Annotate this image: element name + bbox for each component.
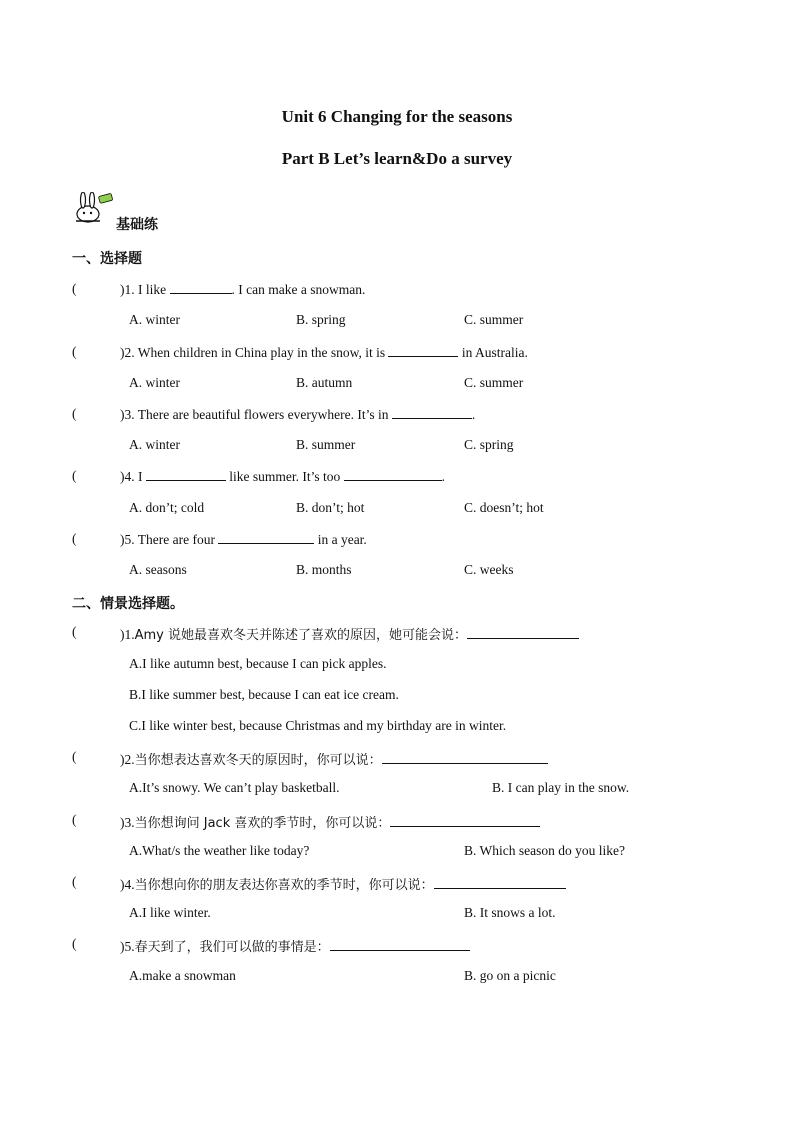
answer-blank[interactable] bbox=[382, 751, 548, 764]
question-text-part: . bbox=[441, 469, 445, 484]
question-number: )5. bbox=[120, 939, 135, 954]
question-text-part: like summer. It’s too bbox=[225, 469, 344, 484]
question-text-part: )3. There are beautiful flowers everywhere. It’s in bbox=[120, 407, 392, 422]
answer-blank[interactable] bbox=[170, 281, 232, 294]
option-b: B. months bbox=[296, 562, 352, 577]
question-text-part: . I can make a snowman. bbox=[231, 282, 366, 297]
option-a: A. seasons bbox=[129, 562, 187, 577]
answer-paren: ( bbox=[72, 874, 77, 889]
answer-blank[interactable] bbox=[390, 814, 540, 827]
question-text bbox=[120, 406, 475, 423]
worksheet-subtitle: Part B Let’s learn&Do a survey bbox=[281, 149, 513, 168]
question-text-part: . bbox=[471, 407, 476, 422]
question-text-part: )1. I like bbox=[120, 282, 170, 297]
option-c: C. summer bbox=[464, 312, 524, 327]
answer-paren: ( bbox=[72, 468, 77, 483]
question-text bbox=[120, 468, 445, 485]
option-c: C.I like winter best, because Christmas and my birthday are in winter. bbox=[129, 718, 507, 733]
question-prompt: Amy 说她最喜欢冬天并陈述了喜欢的原因，她可能会说： bbox=[134, 628, 468, 643]
bunny-icon bbox=[74, 192, 114, 224]
option-c: C. doesn’t; hot bbox=[464, 500, 544, 515]
option-b: B. summer bbox=[296, 437, 356, 452]
answer-paren: ( bbox=[72, 624, 77, 639]
option-a: A.I like autumn best, because I can pick apples. bbox=[129, 656, 387, 671]
option-a: A.I like winter. bbox=[129, 905, 211, 920]
option-c: C. weeks bbox=[464, 562, 514, 577]
answer-blank[interactable] bbox=[146, 468, 226, 481]
question-text-part: )2. When children in China play in the snow, it is bbox=[120, 345, 389, 360]
question-prompt: 春天到了，我们可以做的事情是： bbox=[134, 940, 330, 955]
option-a: A.It’s snowy. We can’t play basketball. bbox=[129, 780, 340, 795]
section-heading: 二、情景选择题。 bbox=[72, 596, 184, 612]
answer-paren: ( bbox=[72, 749, 77, 764]
question-text bbox=[120, 531, 367, 548]
question-text-part: in Australia. bbox=[458, 345, 528, 360]
option-b: B. don’t; hot bbox=[296, 500, 365, 515]
question-text-part: )5. There are four bbox=[120, 532, 219, 547]
question-number: )3. bbox=[120, 815, 135, 830]
answer-paren: ( bbox=[72, 406, 77, 421]
answer-blank[interactable] bbox=[392, 406, 472, 419]
option-c: C. spring bbox=[464, 437, 514, 452]
option-b: B. Which season do you like? bbox=[464, 843, 625, 858]
question-text bbox=[120, 344, 528, 361]
question-number: )2. bbox=[120, 752, 135, 767]
badge-label: 基础练 bbox=[116, 217, 158, 233]
answer-paren: ( bbox=[72, 281, 77, 296]
answer-blank[interactable] bbox=[218, 531, 314, 544]
answer-blank[interactable] bbox=[467, 626, 579, 639]
question-text-part: in a year. bbox=[314, 532, 367, 547]
option-b: B. spring bbox=[296, 312, 346, 327]
question-text bbox=[120, 624, 579, 643]
answer-blank[interactable] bbox=[330, 938, 470, 951]
option-b: B.I like summer best, because I can eat ice cream. bbox=[129, 687, 399, 702]
question-text bbox=[120, 936, 470, 955]
question-text-part: )4. I bbox=[120, 469, 146, 484]
option-a: A. don’t; cold bbox=[129, 500, 205, 515]
question-text bbox=[120, 874, 566, 893]
answer-blank[interactable] bbox=[344, 468, 442, 481]
question-text bbox=[120, 749, 548, 768]
option-b: B. It snows a lot. bbox=[464, 905, 556, 920]
option-a: A. winter bbox=[129, 437, 180, 452]
question-prompt: 当你想表达喜欢冬天的原因时，你可以说： bbox=[134, 753, 382, 768]
question-prompt: 当你想询问 Jack 喜欢的季节时，你可以说： bbox=[134, 816, 391, 831]
answer-paren: ( bbox=[72, 812, 77, 827]
option-a: A.make a snowman bbox=[129, 968, 236, 983]
option-a: A. winter bbox=[129, 312, 180, 327]
option-b: B. I can play in the snow. bbox=[492, 780, 630, 795]
option-b: B. autumn bbox=[296, 375, 353, 390]
option-a: A.What/s the weather like today? bbox=[129, 843, 310, 858]
question-text bbox=[120, 281, 365, 298]
question-prompt: 当你想向你的朋友表达你喜欢的季节时，你可以说： bbox=[134, 878, 434, 893]
answer-blank[interactable] bbox=[388, 344, 458, 357]
answer-paren: ( bbox=[72, 936, 77, 951]
question-number: )4. bbox=[120, 877, 135, 892]
question-number: )1. bbox=[120, 627, 135, 642]
section-heading: 一、选择题 bbox=[72, 251, 142, 267]
question-text bbox=[120, 812, 540, 831]
worksheet-title: Unit 6 Changing for the seasons bbox=[281, 107, 513, 126]
answer-blank[interactable] bbox=[434, 876, 566, 889]
option-b: B. go on a picnic bbox=[464, 968, 556, 983]
option-a: A. winter bbox=[129, 375, 180, 390]
answer-paren: ( bbox=[72, 344, 77, 359]
option-c: C. summer bbox=[464, 375, 524, 390]
answer-paren: ( bbox=[72, 531, 77, 546]
